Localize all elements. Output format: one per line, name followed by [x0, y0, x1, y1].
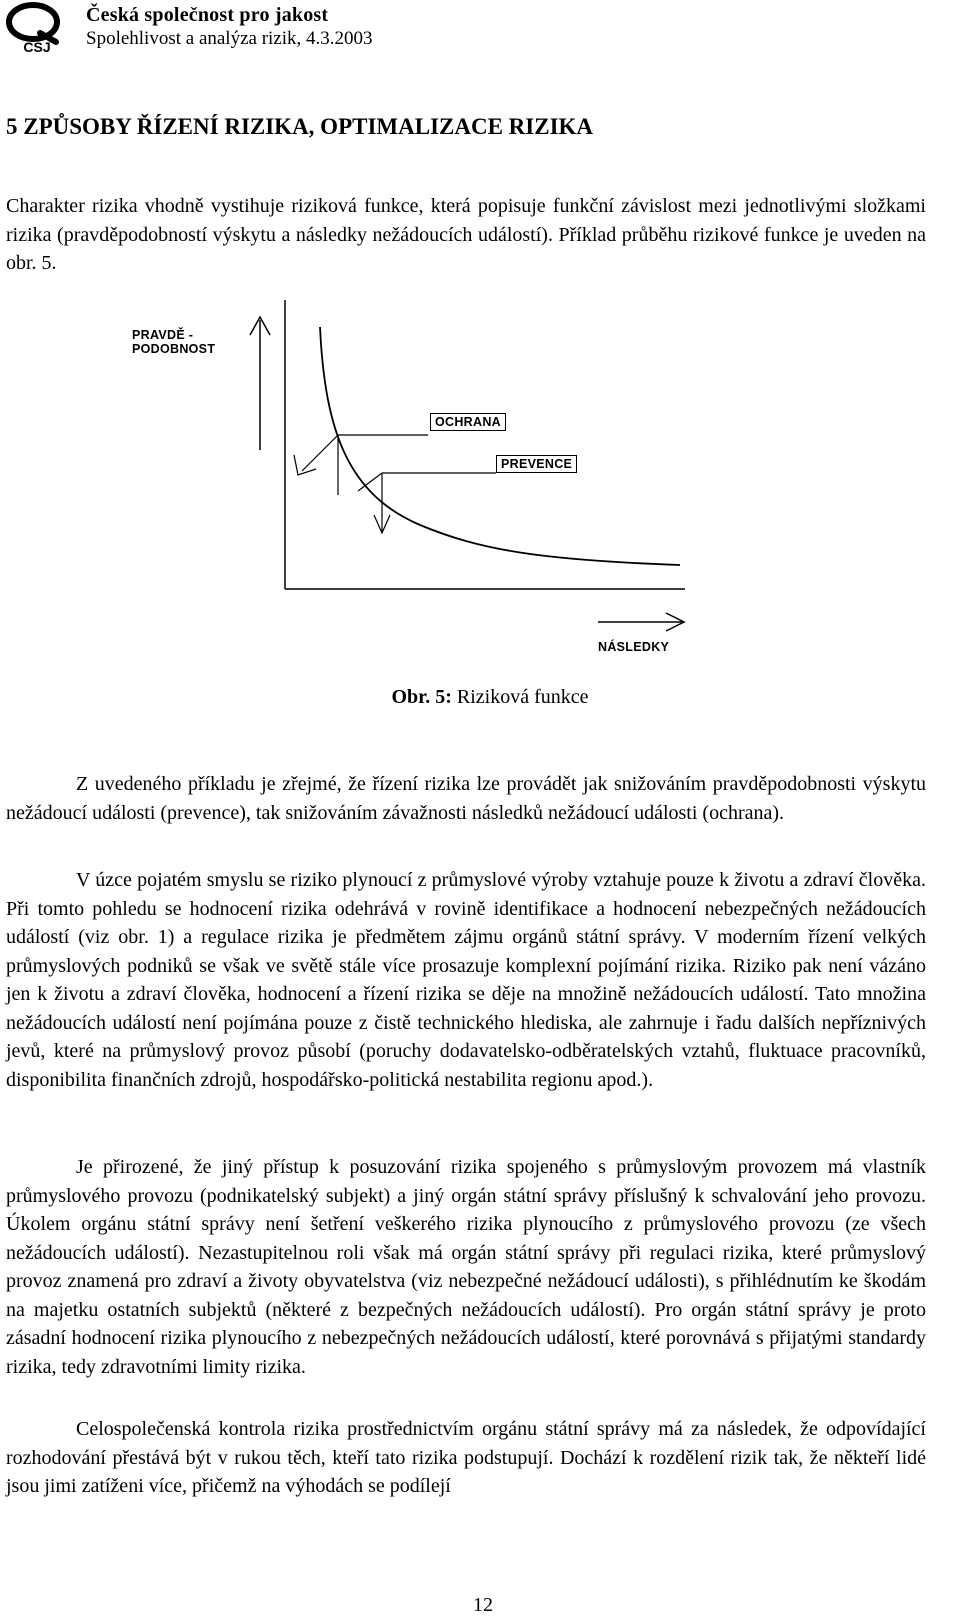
ochrana-label: OCHRANA [430, 413, 506, 431]
organization-name: Česká společnost pro jakost [86, 4, 329, 26]
body-paragraph [6, 1153, 926, 1381]
consequences-arrow-icon [598, 613, 684, 631]
y-axis-label-line1: PRAVDĚ - [132, 328, 194, 342]
paragraph-text: Celospolečenská kontrola rizika prostřednictvím orgánu státní správy má za následek, že odpovídající rozhodování přestává být v rukou těch, kteří tato rizika podstupují. Dochází k rozdělení rizik tak, že někteří lidé jsou jimi zatíženi více, přičemž na výhodách se podílejí [6, 1418, 926, 1497]
page-number: 12 [473, 1594, 493, 1616]
caption-text: Riziková funkce [451, 686, 589, 708]
body-paragraph [6, 770, 926, 827]
caption-number: Obr. 5: [391, 686, 452, 708]
paragraph-text: V úzce pojatém smyslu se riziko plynoucí z průmyslové výroby vztahuje pouze k životu a zdraví člověka. Při tomto pohledu se hodnocení rizika odehrává v rovině identifikace a hodnocení nebezpečných nežádoucích událostí (viz obr. 1) a regulace rizika je předmětem zájmu orgánů státní správy. V moderním řízení velkých průmyslových podniků se však ve světě stále více prosazuje komplexní pojímání rizika. Riziko pak není vázáno jen k životu a zdraví člověka, hodnocení a řízení rizika se děje na množině nežádoucích událostí. Tato množina nežádoucích událostí není pojímána pouze z čistě technického hlediska, ale zahrnuje i řadu dalších nepříznivých jevů, které na průmyslový provoz působí (poruchy dodavatelsko-odběratelských vztahů, fluktuace pracovníků, disponibilita finančních zdrojů, hospodářsko-politická nestabilita regionu apod.). [6, 869, 926, 1091]
probability-arrow-icon [250, 317, 270, 450]
body-paragraph [6, 866, 926, 1094]
ochrana-arrow-icon [294, 435, 428, 495]
y-axis-label-line2: PODOBNOST [132, 342, 216, 356]
figure-caption [0, 686, 960, 709]
risk-function-figure [120, 295, 700, 665]
paragraph-text: Z uvedeného příkladu je zřejmé, že řízení rizika lze provádět jak snižováním pravděpodobnosti výskytu nežádoucí události (prevence), tak snižováním závažnosti následků nežádoucí události (ochrana). [6, 773, 926, 824]
y-axis-label [132, 328, 215, 356]
prevence-arrow-icon [358, 473, 496, 533]
x-axis-label: NÁSLEDKY [598, 640, 670, 654]
body-paragraph [6, 1415, 926, 1501]
svg-text:ČSJ: ČSJ [23, 39, 51, 54]
csj-logo [6, 2, 68, 54]
intro-paragraph: Charakter rizika vhodně vystihuje riziková funkce, která popisuje funkční závislost mezi jednotlivými složkami rizika (pravděpodobností výskytu a následky nežádoucích událostí). Příklad průběhu rizikové funkce je uveden na obr. 5. [6, 195, 926, 274]
prevence-label: PREVENCE [496, 455, 577, 473]
page-header [6, 2, 606, 54]
section-title: 5 ZPŮSOBY ŘÍZENÍ RIZIKA, OPTIMALIZACE RIZIKA [6, 114, 594, 139]
risk-curve [320, 327, 680, 565]
paragraph-text: Je přirozené, že jiný přístup k posuzování rizika spojeného s průmyslovým provozem má vlastník průmyslového provozu (podnikatelský subjekt) a jiný orgán státní správy příslušný k schvalování jeho provozu. Úkolem orgánu státní správy není šetření veškerého rizika plynoucího z průmyslového provozu (ze všech nežádoucích událostí). Nezastupitelnou roli však má orgán státní správy při regulaci rizika, které průmyslový provoz znamená pro zdraví a životy obyvatelstva (viz nebezpečné nežádoucí události), s přihlédnutím ke škodám na majetku ostatních subjektů (některé z bezpečných nežádoucích událostí). Pro orgán státní správy je proto zásadní hodnocení rizika plynoucího z nebezpečných nežádoucích událostí, které porovnává s přijatými standardy rizika, tedy zdravotními limity rizika. [6, 1156, 926, 1378]
header-subtitle: Spolehlivost a analýza rizik, 4.3.2003 [86, 28, 373, 49]
